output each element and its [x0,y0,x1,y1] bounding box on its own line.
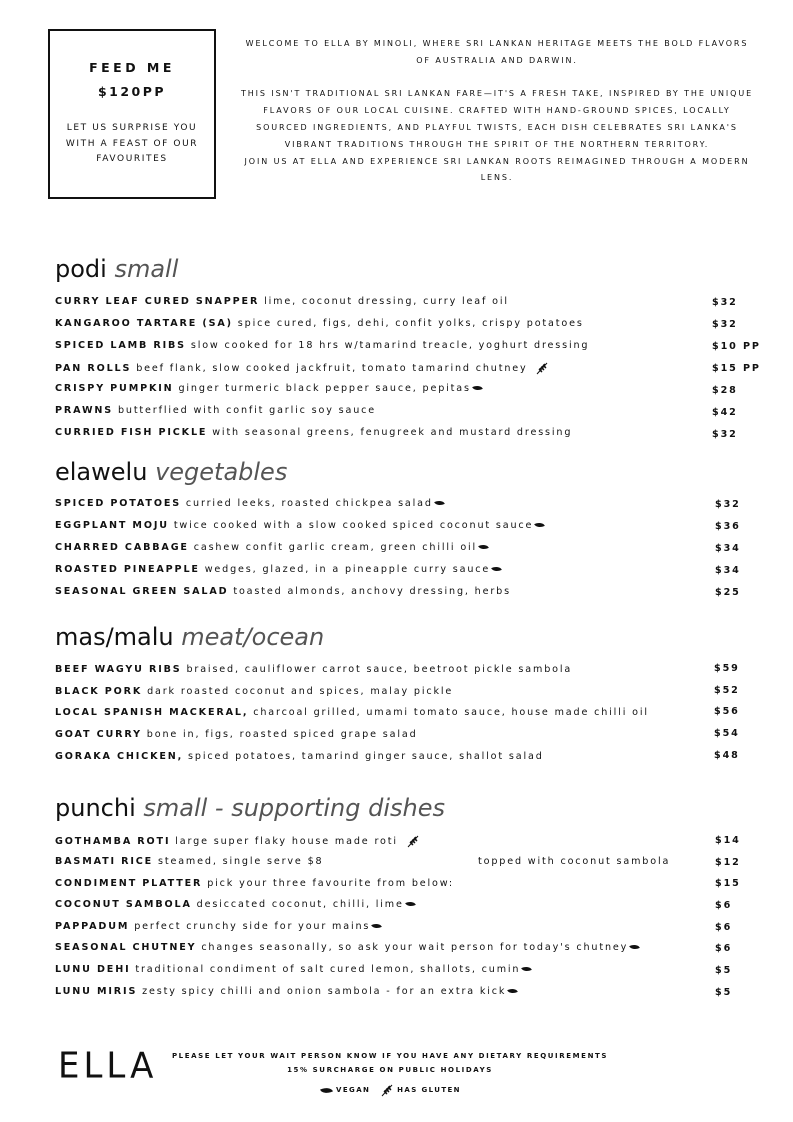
menu-item [55,586,745,602]
vegan-leaf-icon [405,899,416,908]
item-price: $6 [715,943,733,954]
item-price: $52 [714,685,740,696]
item-name: BASMATI RICE [55,856,154,867]
item-price: $10 PP [712,341,761,352]
vegan-leaf-icon [472,383,483,392]
item-name: EGGPLANT MOJU [55,520,169,531]
item-description: lime, coconut dressing, curry leaf oil [264,296,509,307]
item-price: $34 [715,565,741,576]
item-description: pick your three favourite from below: [207,878,455,889]
item-description: twice cooked with a slow cooked spiced coconut sauce [173,520,534,531]
menu-item [55,498,745,514]
item-name: ROASTED PINEAPPLE [55,564,200,575]
item-description: butterflied with confit garlic soy sauce [117,405,377,416]
item-name: GOAT CURRY [55,729,142,740]
menu-item [55,751,745,767]
section-subtitle: vegetables [155,458,288,486]
item-description: large super flaky house made roti [175,836,398,847]
menu-item [55,520,745,536]
menu-item [55,921,745,937]
section-name: podi [55,255,107,283]
feed-me-description: LET US SURPRISE YOU WITH A FEAST OF OUR FAVOURITES [65,123,199,164]
item-price: $32 [712,297,738,308]
item-price: $48 [714,750,740,761]
menu-item [55,542,745,558]
item-price: $12 [715,857,741,868]
item-description: toasted almonds, anchovy dressing, herbs [233,586,511,597]
item-price: $42 [712,407,738,418]
item-name: COCONUT SAMBOLA [55,899,192,910]
item-price: $25 [715,587,741,598]
item-name: PRAWNS [55,405,114,416]
section-subtitle: small [114,255,179,283]
item-price: $56 [714,706,740,717]
item-price: $6 [715,900,733,911]
item-description: changes seasonally, so ask your wait person for today's chutney [201,942,629,953]
icon-legend [170,1083,610,1097]
vegan-leaf-icon [521,964,532,973]
item-name: PAPPADUM [55,921,130,932]
feed-me-box [48,29,216,199]
item-price: $34 [715,543,741,554]
menu-item [55,899,745,915]
menu-item [55,878,745,894]
item-name: SPICED LAMB RIBS [55,340,186,351]
item-description: wedges, glazed, in a pineapple curry sauce [204,564,491,575]
item-description: bone in, figs, roasted spiced grape salad [146,729,418,740]
menu-item [55,340,745,356]
section-subtitle: meat/ocean [181,623,325,651]
gluten-wheat-icon [380,1083,394,1097]
item-description: cashew confit garlic cream, green chilli oil [193,542,478,553]
menu-item [55,361,745,377]
gluten-wheat-icon [406,834,420,848]
item-name: SEASONAL GREEN SALAD [55,586,229,597]
vegan-leaf-icon [491,564,502,573]
section-name: punchi [55,794,136,822]
section-title-elawelu [55,458,287,486]
item-description: desiccated coconut, chilli, lime [196,899,404,910]
item-name: CONDIMENT PLATTER [55,878,203,889]
item-name: GORAKA CHICKEN, [55,751,184,762]
menu-item [55,986,745,1002]
item-description: curried leeks, roasted chickpea salad [185,498,433,509]
section-title-mas-malu [55,623,324,651]
item-description: spice cured, figs, dehi, confit yolks, crispy potatoes [237,318,584,329]
menu-item [55,686,745,702]
item-extra-description: topped with coconut sambola [478,856,671,867]
item-name: CRISPY PUMPKIN [55,383,174,394]
menu-item [55,296,745,312]
item-description: slow cooked for 18 hrs w/tamarind treacle, yoghurt dressing [190,340,590,351]
vegan-leaf-icon [434,498,445,507]
surcharge-notice: 15% SURCHARGE ON PUBLIC HOLIDAYS [287,1066,493,1074]
item-description: beef flank, slow cooked jackfruit, tomato tamarind chutney [136,363,528,374]
vegan-leaf-icon [478,542,489,551]
item-description: charcoal grilled, umami tomato sauce, house made chilli oil [253,707,649,718]
menu-item [55,964,745,980]
item-description: spiced potatoes, tamarind ginger sauce, shallot salad [188,751,544,762]
menu-item [55,318,745,334]
menu-item [55,427,745,443]
item-price: $28 [712,385,738,396]
item-name: LUNU DEHI [55,964,131,975]
item-name: GOTHAMBA ROTI [55,836,171,847]
item-price: $32 [715,499,741,510]
feed-me-title: FEED ME [89,60,175,75]
section-name: mas/malu [55,623,174,651]
menu-item [55,405,745,421]
intro-paragraph-2: THIS ISN'T TRADITIONAL SRI LANKAN FARE—IT'S A FRESH TAKE, INSPIRED BY THE UNIQUE FLAVORS OF OUR LOCAL CUISINE. CRAFTED WITH HAND-GROUND SPICES, LOCALLY SOURCED INGREDIENTS, AND PLAYFUL TWISTS, EACH DISH CELEBRATES SRI LANKA'S VIBRANT TRADITIONS THROUGH THE SPIRIT OF THE NORTHERN TERRITORY. [240,89,754,149]
item-price: $5 [715,965,733,976]
item-description: traditional condiment of salt cured lemon, shallots, cumin [135,964,521,975]
legend-vegan-label: VEGAN [336,1086,371,1094]
intro-text [238,36,756,187]
item-name: KANGAROO TARTARE (SA) [55,318,233,329]
item-description: ginger turmeric black pepper sauce, pepitas [178,383,471,394]
item-name: CURRIED FISH PICKLE [55,427,208,438]
item-price: $36 [715,521,741,532]
item-name: PAN ROLLS [55,363,132,374]
menu-item [55,383,745,399]
item-description: perfect crunchy side for your mains [134,921,371,932]
item-price: $14 [715,835,741,846]
intro-paragraph-3: JOIN US AT ELLA AND EXPERIENCE SRI LANKAN ROOTS REIMAGINED THROUGH A MODERN LENS. [244,156,750,183]
item-price: $15 PP [712,363,761,374]
section-title-podi [55,255,178,283]
item-price: $59 [714,663,740,674]
vegan-leaf-icon [320,1085,333,1096]
item-name: BLACK PORK [55,686,143,697]
item-name: BEEF WAGYU RIBS [55,664,182,675]
vegan-leaf-icon [629,942,640,951]
vegan-leaf-icon [371,921,382,930]
section-name: elawelu [55,458,148,486]
item-price: $32 [712,319,738,330]
item-price: $6 [715,922,733,933]
item-name: CHARRED CABBAGE [55,542,189,553]
dietary-notice: PLEASE LET YOUR WAIT PERSON KNOW IF YOU HAVE ANY DIETARY REQUIREMENTS [171,1052,609,1060]
item-description: zesty spicy chilli and onion sambola - for an extra kick [142,986,507,997]
item-name: LUNU MIRIS [55,986,138,997]
vegan-leaf-icon [534,520,545,529]
item-price: $32 [712,429,738,440]
item-description: braised, cauliflower carrot sauce, beetroot pickle sambola [186,664,573,675]
ella-logo: ELLA [58,1045,158,1087]
intro-paragraph-1: WELCOME TO ELLA BY MINOLI, WHERE SRI LANKAN HERITAGE MEETS THE BOLD FLAVORS OF AUSTRALIA AND DARWIN. [245,39,749,65]
menu-item [55,707,745,723]
item-name: SPICED POTATOES [55,498,181,509]
menu-item [55,834,745,850]
section-title-punchi [55,794,445,822]
item-description: dark roasted coconut and spices, malay pickle [147,686,454,697]
section-subtitle: small - supporting dishes [143,794,445,822]
item-price: $15 [715,878,741,889]
menu-item [55,564,745,580]
item-description: with seasonal greens, fenugreek and mustard dressing [212,427,573,438]
item-price: $54 [714,728,740,739]
item-name: LOCAL SPANISH MACKERAL, [55,707,249,718]
feed-me-price: $120PP [97,84,167,99]
menu-item [55,664,745,680]
gluten-wheat-icon [535,361,549,375]
item-price: $5 [715,987,733,998]
item-description: steamed, single serve $8 [157,856,324,867]
legend-gluten-label: HAS GLUTEN [397,1086,461,1094]
menu-item [55,942,745,958]
vegan-leaf-icon [507,986,518,995]
item-name: CURRY LEAF CURED SNAPPER [55,296,260,307]
menu-item [55,729,745,745]
item-name: SEASONAL CHUTNEY [55,942,197,953]
